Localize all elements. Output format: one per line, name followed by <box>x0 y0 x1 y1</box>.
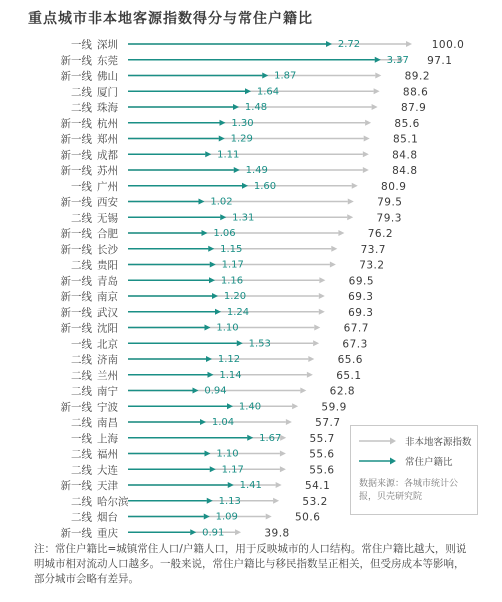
city-label: 烟台 <box>97 511 118 524</box>
ratio-value-label: 1.04 <box>211 417 235 428</box>
index-bar-arrow <box>314 325 320 331</box>
index-bar-arrow <box>308 356 314 362</box>
ratio-value-label: 1.10 <box>216 322 239 334</box>
ratio-value-label: 1.40 <box>238 401 262 413</box>
ratio-value-label: 1.13 <box>218 495 241 507</box>
ratio-bar-arrow <box>190 529 196 535</box>
ratio-bar-arrow <box>209 277 215 283</box>
legend-item-gray <box>357 434 472 448</box>
ratio-bar-arrow <box>375 57 381 63</box>
index-value-label: 55.7 <box>309 432 335 445</box>
ratio-bar-arrow <box>220 120 226 126</box>
city-label: 济南 <box>97 354 118 366</box>
index-bar-arrow <box>372 104 378 110</box>
ratio-value-label: 1.12 <box>217 354 241 365</box>
ratio-bar-arrow <box>193 388 199 394</box>
index-bar-arrow <box>363 151 369 157</box>
ratio-value-label: 1.31 <box>232 212 255 224</box>
ratio-value-label: 1.49 <box>245 165 268 176</box>
ratio-value-label: 1.06 <box>213 228 236 239</box>
index-value-label: 76.2 <box>367 228 394 240</box>
ratio-value-label: 1.16 <box>220 275 244 287</box>
index-value-label: 54.1 <box>304 480 331 492</box>
city-label: 南京 <box>97 291 118 303</box>
tier-label: 新一线 <box>60 401 92 414</box>
tier-label: 二线 <box>71 385 92 398</box>
index-bar-arrow <box>319 277 325 283</box>
ratio-value-label: 1.67 <box>259 432 282 444</box>
city-label: 南宁 <box>97 385 118 398</box>
index-bar-arrow <box>276 482 282 488</box>
index-bar-arrow <box>348 199 354 205</box>
tier-label: 新一线 <box>60 133 92 146</box>
index-bar-arrow <box>338 230 344 236</box>
ratio-bar-arrow <box>237 340 243 346</box>
tier-label: 一线 <box>71 180 92 193</box>
ratio-bar-arrow <box>215 309 221 315</box>
index-bar-arrow <box>280 466 286 472</box>
index-bar-arrow <box>406 41 412 47</box>
tier-label: 二线 <box>71 511 92 524</box>
ratio-bar-arrow <box>205 151 211 157</box>
index-bar-arrow <box>313 340 319 346</box>
legend-gray-arrow-icon <box>357 435 397 447</box>
tier-label: 二线 <box>71 102 92 114</box>
tier-label: 二线 <box>71 417 92 429</box>
ratio-bar-arrow <box>200 419 206 425</box>
ratio-bar-arrow <box>228 482 234 488</box>
ratio-value-label: 1.15 <box>220 243 243 255</box>
ratio-bar-arrow <box>326 41 332 47</box>
ratio-value-label: 1.30 <box>231 117 254 129</box>
ratio-value-label: 0.94 <box>204 385 227 397</box>
ratio-value-label: 1.14 <box>219 369 242 381</box>
ratio-value-label: 1.24 <box>226 306 250 318</box>
ratio-value-label: 1.87 <box>274 70 297 82</box>
legend-label-green: 常住户籍比 <box>405 457 453 468</box>
city-label: 沈阳 <box>97 322 118 335</box>
city-label: 珠海 <box>97 102 118 114</box>
index-bar-arrow <box>364 136 370 142</box>
tier-label: 新一线 <box>60 306 92 319</box>
city-label: 哈尔滨 <box>97 495 129 508</box>
ratio-bar-arrow <box>199 199 205 205</box>
index-bar-arrow <box>375 73 381 79</box>
index-value-label: 79.5 <box>377 196 403 209</box>
index-bar-arrow <box>374 88 380 94</box>
index-value-label: 65.6 <box>337 354 363 366</box>
index-bar-arrow <box>363 167 369 173</box>
index-value-label: 53.2 <box>302 495 328 508</box>
index-bar-arrow <box>286 419 292 425</box>
index-value-label: 73.7 <box>360 243 387 256</box>
index-bar-arrow <box>280 451 286 457</box>
ratio-value-label: 1.29 <box>230 133 253 145</box>
city-label: 重庆 <box>97 527 118 540</box>
index-value-label: 39.8 <box>264 527 290 540</box>
tier-label: 新一线 <box>60 70 92 83</box>
index-value-label: 69.3 <box>348 291 374 303</box>
index-bar-arrow <box>352 183 358 189</box>
index-value-label: 67.3 <box>342 338 368 351</box>
ratio-bar-arrow <box>204 514 210 520</box>
city-label: 广州 <box>97 180 118 193</box>
index-value-label: 97.1 <box>427 54 453 67</box>
index-value-label: 84.8 <box>392 149 418 162</box>
index-value-label: 69.5 <box>348 275 375 288</box>
city-label: 佛山 <box>97 70 118 83</box>
city-label: 杭州 <box>97 117 118 130</box>
ratio-value-label: 3.37 <box>386 54 409 66</box>
index-value-label: 87.9 <box>400 102 427 114</box>
index-value-label: 57.7 <box>315 417 341 429</box>
tier-label: 新一线 <box>60 165 92 177</box>
city-label: 苏州 <box>97 165 118 177</box>
ratio-value-label: 1.53 <box>248 338 271 350</box>
ratio-value-label: 1.17 <box>221 464 244 476</box>
ratio-bar-arrow <box>242 183 248 189</box>
index-bar-arrow <box>300 388 306 394</box>
index-value-label: 65.1 <box>336 369 362 382</box>
footnote: 注：常住户籍比=城镇常住人口/户籍人口，用于反映城市的人口结构。常住户籍比越大，则说明城市相对流动人口越多。一般来说，常住户籍比与移民指数呈正相关，但受房成本等影响，部分城市会略有差异。 <box>34 543 467 585</box>
index-bar-arrow <box>292 403 298 409</box>
ratio-bar-arrow <box>206 356 212 362</box>
index-value-label: 55.6 <box>309 464 335 477</box>
tier-label: 新一线 <box>60 54 92 67</box>
index-value-label: 85.1 <box>392 133 419 146</box>
index-value-label: 67.7 <box>343 322 369 335</box>
tier-label: 二线 <box>71 86 92 99</box>
city-label: 贵阳 <box>97 259 118 272</box>
index-value-label: 62.8 <box>329 385 356 398</box>
city-label: 无锡 <box>97 212 118 225</box>
tier-label: 新一线 <box>60 243 92 256</box>
index-bar-arrow <box>319 293 325 299</box>
ratio-value-label: 1.11 <box>217 149 240 161</box>
ratio-bar-arrow <box>219 136 225 142</box>
ratio-bar-arrow <box>208 372 214 378</box>
index-value-label: 55.6 <box>309 448 335 461</box>
ratio-bar-arrow <box>227 403 233 409</box>
legend-green-arrow-icon <box>357 455 397 467</box>
index-bar-arrow <box>365 120 371 126</box>
city-label: 福州 <box>97 448 118 461</box>
tier-label: 新一线 <box>60 196 92 209</box>
index-bar-arrow <box>319 309 325 315</box>
city-label: 武汉 <box>97 306 118 319</box>
index-value-label: 69.3 <box>348 306 374 319</box>
tier-label: 二线 <box>71 448 92 461</box>
city-label: 厦门 <box>97 86 118 99</box>
tier-label: 新一线 <box>60 480 92 492</box>
index-bar-arrow <box>273 498 279 504</box>
ratio-bar-arrow <box>262 73 268 79</box>
tier-label: 一线 <box>71 338 92 351</box>
tier-label: 新一线 <box>60 291 92 303</box>
ratio-value-label: 0.91 <box>202 527 225 539</box>
tier-label: 二线 <box>71 354 92 366</box>
chart-title: 重点城市非本地客源指数得分与常住户籍比 <box>28 11 313 27</box>
data-source: 数据来源：各城市统计公报，贝壳研究院 <box>359 479 459 502</box>
index-bar-arrow <box>266 514 272 520</box>
tier-label: 二线 <box>71 369 92 382</box>
city-label: 兰州 <box>97 369 118 382</box>
ratio-value-label: 1.41 <box>239 480 262 491</box>
index-value-label: 100.0 <box>431 39 465 51</box>
index-value-label: 79.3 <box>376 212 402 225</box>
ratio-bar-arrow <box>234 167 240 173</box>
tier-label: 新一线 <box>60 149 92 162</box>
city-label: 天津 <box>97 480 118 492</box>
legend <box>350 425 478 515</box>
index-value-label: 59.9 <box>321 401 347 414</box>
index-bar-arrow <box>347 214 353 220</box>
ratio-bar-arrow <box>210 466 216 472</box>
ratio-value-label: 1.48 <box>244 102 268 113</box>
ratio-value-label: 1.60 <box>253 180 277 192</box>
tier-label: 一线 <box>71 432 92 445</box>
ratio-bar-arrow <box>212 293 218 299</box>
city-label: 长沙 <box>97 243 118 256</box>
city-label: 西安 <box>97 196 118 209</box>
ratio-value-label: 1.09 <box>215 511 238 523</box>
ratio-value-label: 1.20 <box>223 291 247 302</box>
city-label: 大连 <box>97 464 118 477</box>
city-label: 深圳 <box>97 39 118 51</box>
ratio-bar-arrow <box>207 498 213 504</box>
ratio-bar-arrow <box>210 262 216 268</box>
ratio-bar-arrow <box>220 214 226 220</box>
legend-label-gray: 非本地客源指数 <box>405 437 472 448</box>
tier-label: 新一线 <box>60 322 92 335</box>
tier-label: 二线 <box>71 259 92 272</box>
city-label: 东莞 <box>97 54 118 67</box>
ratio-value-label: 1.02 <box>210 196 233 208</box>
index-value-label: 73.2 <box>359 259 385 272</box>
index-value-label: 88.6 <box>402 86 429 99</box>
ratio-bar-arrow <box>247 435 253 441</box>
tier-label: 二线 <box>71 464 92 477</box>
tier-label: 二线 <box>71 212 92 225</box>
ratio-value-label: 2.72 <box>337 39 361 50</box>
tier-label: 一线 <box>71 39 92 51</box>
index-value-label: 89.2 <box>404 70 431 83</box>
legend-item-green <box>357 454 453 468</box>
index-bar-arrow <box>307 372 313 378</box>
tier-label: 新一线 <box>60 275 92 288</box>
index-value-label: 84.8 <box>392 165 418 177</box>
city-label: 郑州 <box>97 133 118 146</box>
city-label: 北京 <box>97 338 118 351</box>
index-value-label: 80.9 <box>381 180 407 193</box>
index-bar-arrow <box>331 246 337 252</box>
ratio-value-label: 1.10 <box>216 448 239 460</box>
city-label: 合肥 <box>97 228 118 240</box>
index-bar-arrow <box>235 529 241 535</box>
tier-label: 二线 <box>71 495 92 508</box>
tier-label: 新一线 <box>60 117 92 130</box>
index-value-label: 85.6 <box>394 117 420 130</box>
city-label: 上海 <box>97 432 118 445</box>
ratio-value-label: 1.64 <box>256 86 280 98</box>
city-label: 南昌 <box>97 417 118 429</box>
index-value-label: 50.6 <box>295 511 321 524</box>
ratio-bar-arrow <box>205 451 211 457</box>
city-label: 成都 <box>97 149 118 162</box>
tier-label: 新一线 <box>60 228 92 240</box>
ratio-bar-arrow <box>205 325 211 331</box>
index-bar-arrow <box>330 262 336 268</box>
ratio-bar-arrow <box>245 88 251 94</box>
ratio-bar-arrow <box>202 230 208 236</box>
ratio-bar-arrow <box>208 246 214 252</box>
ratio-value-label: 1.17 <box>221 259 244 271</box>
city-label: 青岛 <box>97 275 118 288</box>
ratio-bar-arrow <box>233 104 239 110</box>
tier-label: 新一线 <box>60 527 92 540</box>
city-label: 宁波 <box>97 401 118 414</box>
